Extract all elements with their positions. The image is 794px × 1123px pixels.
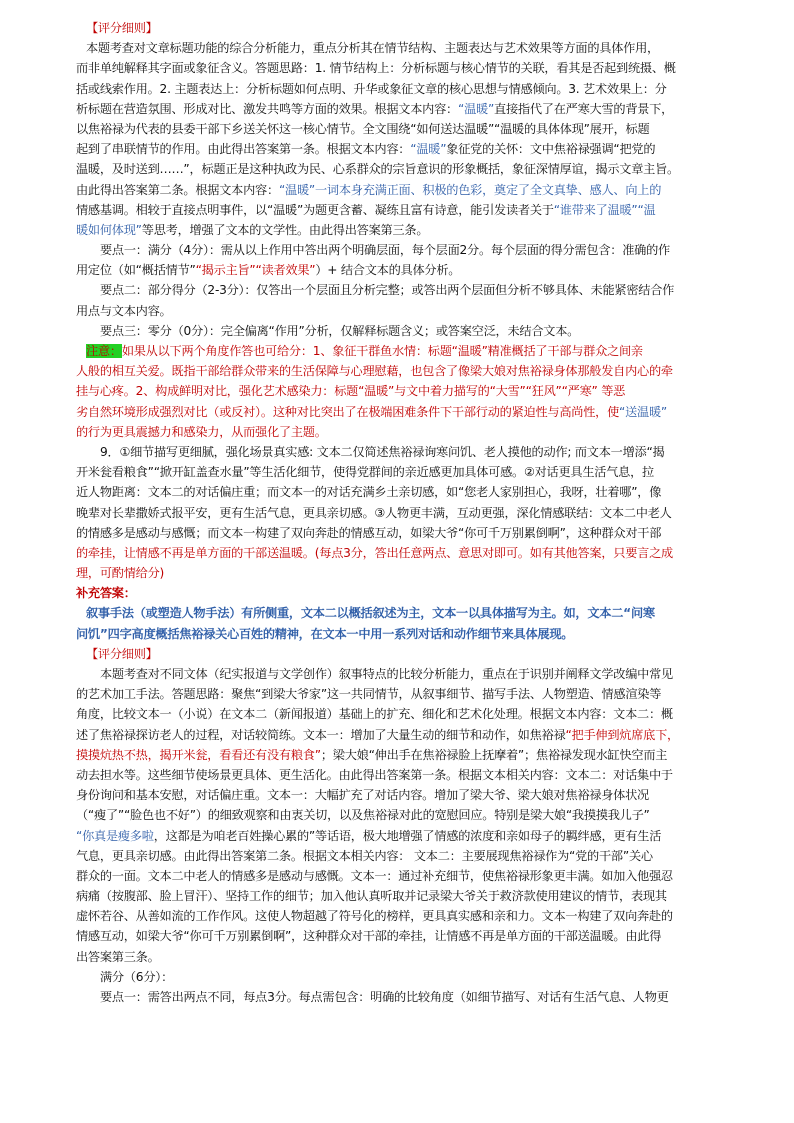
text-run: 情感互动，如梁大爷“你可千万别累倒啊”，这种群众对干部的牵挂，让情感不再是单方面的干部送温暖。由此得 [76,929,662,944]
text-line [76,967,748,987]
text-run: 虚怀若谷、从善如流的工作作风。这使人物超越了符号化的榜样，更具真实感和亲和力。文本一构建了双向奔赴的 [76,909,673,924]
text-run: 的行为更具震撼力和感染力，从而强化了主题。 [76,424,327,439]
text-line [76,563,748,583]
text-line [76,947,748,967]
text-line [76,765,748,785]
text-run: 等思考，增强了文本的文学性。由此得出答案第三条。 [141,222,429,237]
text-line [76,139,748,159]
text-run: 出答案第三条。 [76,949,160,964]
text-run: 晚辈对长辈撒娇式报平安，更有生活气息，更具亲切感。③人物更丰满，互动更强，深化情感联结：文本二中老人 [76,505,672,520]
text-line [76,321,748,341]
text-line [76,926,748,946]
document-page [76,18,748,1007]
text-run: 如果从以下两个角度作答也可给分：1、象征干群鱼水情：标题“温暖”精准概括了干部与群众之间亲 [121,344,643,358]
text-run: 用点与文本内容。 [76,303,172,318]
text-run: 以焦裕禄为代表的县委干部下乡送关怀这一核心情节。全文围绕“如何送达温暖”“温暖的具体体现”展开，标题 [76,121,650,136]
text-run: 病痛（按腹部、脸上冒汗）、坚持工作的细节；加入他认真听取并记录梁大爷关于救济款使用建议的情节，表现其 [76,889,667,904]
text-line [76,240,748,260]
text-line [76,280,748,300]
text-run: 温暖，及时送到……”，标题正是这种执政为民、心系群众的宗旨意识的形象概括，象征深情厚谊，揭示文章主旨。 [76,162,679,177]
text-run: 理，可酌情给分) [76,566,165,581]
text-line [76,260,748,280]
text-line [76,58,748,78]
text-run: 动去担水等。这些细节使场景更具体、更生活化。由此得出答案第一条。根据文本相关内容：文本二：对话集中于 [76,767,673,782]
text-line [76,361,748,381]
text-line [76,644,748,664]
text-line [76,38,748,58]
text-line [76,79,748,99]
text-run: 满分（6分）： [100,969,174,984]
text-line [76,159,748,179]
text-run: 用定位（如“概括情节” [76,263,196,278]
text-run: 叙事手法（或塑造人物手法）有所侧重，文本二以概括叙述为主，文本一以具体描写为主。如，文本二“问寒 [86,606,655,621]
text-run: 问饥”四字高度概括焦裕禄关心百姓的精神，在文本一中用一系列对话和动作细节来具体展现。 [76,626,574,641]
text-run: “温暖” [458,101,495,116]
text-run: 本题考查对文章标题功能的综合分析能力，重点分析其在情节结构、主题表达与艺术效果等方面的具体作用， [86,41,659,56]
text-run: 本题考查对不同文体（纪实报道与文学创作）叙事特点的比较分析能力，重点在于识别并阐释文学改编中常见 [100,667,673,681]
text-run: 注意： [86,344,122,358]
text-run: 挂与心疼。2、构成鲜明对比，强化艺术感染力：标题“温暖”与文中着力描写的“大雪”“狂风”“严寒” 等恶 [76,384,626,399]
text-line [76,725,748,745]
text-line [76,180,748,200]
text-line [76,684,748,704]
text-run: 要点一：需答出两点不同，每点3分。每点需包含：明确的比较角度（如细节描写、对话有生活气息、人物更 [100,990,669,1004]
text-run: 摸摸炕热不热，揭开米瓮，看看还有没有粮食” [76,747,321,762]
text-run: 情感基调。相较于直接点明事件，以“温暖”为题更含蓄、凝练且富有诗意，能引发读者关于 [76,202,554,217]
text-line [76,301,748,321]
text-run: 角度，比较文本一（小说）在文本二（新闻报道）基础上的扩充、细化和艺术化处理。根据文本内容：文本二：概 [76,707,673,722]
text-line [76,220,748,240]
text-run: 暖如何体现” [76,222,142,237]
text-line [76,745,748,765]
text-line [76,785,748,805]
text-run: 开米瓮看粮食”“掀开缸盖查水量”等生活化细节，使得党群间的亲近感更加具体可感。②对话更具生活气息，拉 [76,465,654,480]
text-line [76,200,748,220]
text-run: 人般的相互关爱。既指干部给群众带来的生活保障与心理慰藉，也包含了像梁大娘对焦裕禄身体那般发自内心的牵 [76,364,673,379]
text-run: 而非单纯解释其字面或象征含义。答题思路：1. 情节结构上：分析标题与核心情节的关联，看其是否起到统摄、概 [76,61,676,76]
text-line [76,866,748,886]
text-line [76,987,748,1007]
text-run: 的牵挂，让情感不再是单方面的干部送温暖。(每点3分，答出任意两点、意思对即可。如有其他答案，只要言之成 [76,545,673,560]
text-line [76,442,748,462]
text-line [76,664,748,684]
text-run: “你真是瘦多啦 [76,828,154,843]
text-run: “温暖” [410,142,447,157]
text-run: 【评分细则】 [86,646,158,661]
text-line [76,523,748,543]
text-run: 括或线索作用。2. 主题表达上：分析标题如何点明、升华或象征文章的核心思想与情感倾向。3. 艺术效果上：分 [76,81,667,96]
text-run: 析标题在营造氛围、形成对比、激发共鸣等方面的效果。根据文本内容： [76,101,458,116]
text-line [76,826,748,846]
text-line [76,846,748,866]
text-run: “温暖”一词本身充满正面、积极的色彩，奠定了全文真挚、感人、向上的 [278,182,662,197]
text-line [76,381,748,401]
text-line [76,583,748,603]
text-run: ）+ 结合文本的具体分析。 [315,263,461,278]
text-run: ；梁大娘“伸出手在焦裕禄脸上抚摩着”；焦裕禄发现水缸快空而主 [320,747,668,762]
text-line [76,886,748,906]
text-run: “谁带来了温暖”“温 [553,202,656,217]
text-run: 象征党的关怀：文中焦裕禄强调“把党的 [446,142,656,157]
text-line [76,402,748,422]
text-run: “送温暖” [619,404,667,419]
text-line [76,422,748,442]
text-line [76,805,748,825]
text-run: 劣自然环境形成强烈对比（或反衬）。这种对比突出了在极端困难条件下干部行动的紧迫性与高尚性，使 [76,404,620,419]
text-run: “揭示主旨”“读者效果” [195,263,316,278]
text-line [76,119,748,139]
text-run: 要点一：满分（4分）：需从以上作用中答出两个明确层面，每个层面2分。每个层面的得分需包含：准确的作 [100,243,670,258]
text-line [76,99,748,119]
text-run: 要点二：部分得分（2-3分）：仅答出一个层面且分析完整；或答出两个层面但分析不够具体、未能紧密结合作 [100,283,675,298]
text-line [76,341,748,361]
text-run: 的艺术加工手法。答题思路：聚焦“到梁大爷家”这一共同情节，从叙事细节、描写手法、人物塑造、情感渲染等 [76,687,662,702]
text-line [76,18,748,38]
text-run: 的情感多是感动与感慨；而文本一构建了双向奔赴的情感互动，如梁大爷“你可千万别累倒啊”，这种群众对干部 [76,525,662,540]
text-line [76,462,748,482]
text-run: 身份询问和基本安慰，对话偏庄重。文本一：大幅扩充了对话内容。增加了梁大爷、梁大娘对焦裕禄身体状况 [76,788,649,803]
text-run: （“瘦了”“脸色也不好”）的细致观察和由衷关切，以及焦裕禄对此的宽慰回应。特别是梁大娘“我摸摸我儿子” [76,808,650,823]
text-run: 补充答案： [76,586,136,601]
text-run: 9．①细节描写更细腻，强化场景真实感: 文本二仅简述焦裕禄询寒问饥、老人摸他的动作; 而文本一增添“揭 [100,444,665,459]
text-run: 述了焦裕禄探访老人的过程，对话较简练。文本一：增加了大量生动的细节和动作，如焦裕禄 [76,727,566,742]
text-run: 直接指代了在严寒大雪的背景下， [494,101,674,116]
text-run: 气息，更具亲切感。由此得出答案第二条。根据文本相关内容： 文本二：主要展现焦裕禄作为“党的干部”关心 [76,848,653,863]
text-line [76,543,748,563]
text-run: 起到了串联情节的作用。由此得出答案第一条。根据文本内容： [76,142,411,157]
text-run: ，这都是为咱老百姓操心累的”等话语，极大地增强了情感的浓度和亲如母子的羁绊感，更有生活 [153,828,662,843]
text-run: 【评分细则】 [86,21,158,35]
text-line [76,603,748,623]
text-line [76,704,748,724]
text-run: 近人物距离：文本二的对话偏庄重；而文本一的对话充满乡土亲切感，如“您老人家别担心，我呀，壮着哪”，像 [76,485,662,500]
text-run: “把手伸到炕席底下， [565,727,679,742]
text-run: 要点三：零分（0分）：完全偏离“作用”分析，仅解释标题含义；或答案空泛，未结合文本。 [100,323,580,338]
text-line [76,906,748,926]
text-run: 群众的一面。文本二中老人的情感多是感动与感慨。文本一：通过补充细节，使焦裕禄形象更丰满。如加入他强忍 [76,868,673,883]
text-line [76,482,748,502]
text-line [76,624,748,644]
text-run: 由此得出答案第二条。根据文本内容： [76,182,279,197]
text-line [76,503,748,523]
